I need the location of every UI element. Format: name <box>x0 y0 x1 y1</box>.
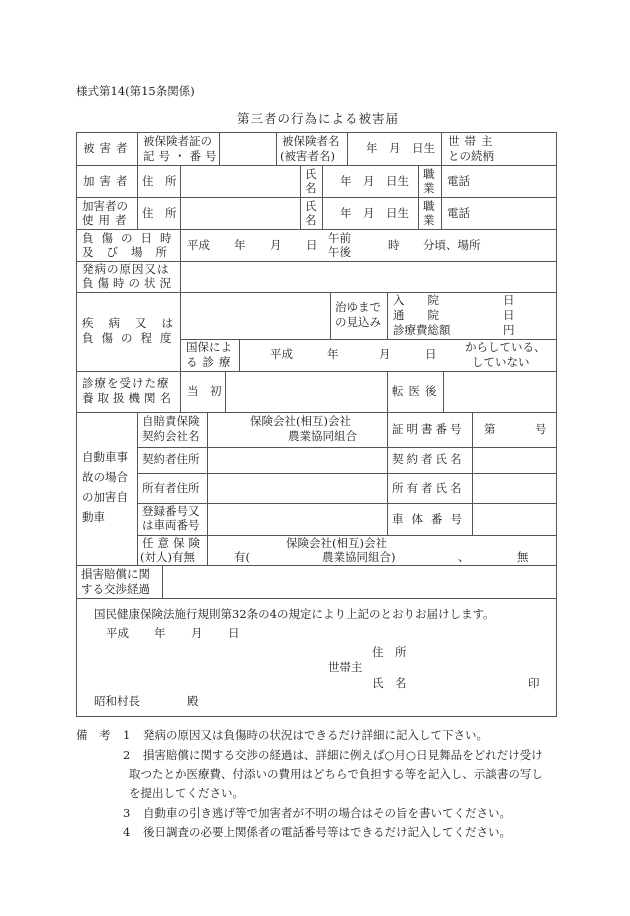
offender-label: 加害者 <box>83 174 133 188</box>
employer-job-2: 業 <box>423 213 435 227</box>
outpatient-day: 日 <box>503 308 515 322</box>
injury-time-label-1: 負傷の日時 <box>82 231 180 245</box>
cert-go: 号 <box>535 422 547 436</box>
jibai-company-2: 農業協同組合 <box>288 429 357 443</box>
victim-label: 被害者 <box>83 141 133 155</box>
injury-day: 日 <box>306 238 318 252</box>
note-4-text: 後日調査の必要上関係者の電話番号等はできるだけ記入してください。 <box>143 825 511 839</box>
reg-label-2: は車両番号 <box>142 518 200 532</box>
car-label-1: 自動車事 <box>82 450 128 464</box>
injury-era: 平成 <box>187 238 210 252</box>
employer-label-2: 使用者 <box>82 213 132 227</box>
nini-comma: 、 <box>458 550 470 564</box>
reg-label-1: 登録番号又 <box>142 504 200 518</box>
seal-mark: 印 <box>528 676 540 690</box>
note-2-text-3: を提出してください。 <box>129 786 244 800</box>
notes-label: 備 考 <box>76 728 111 742</box>
total-cost-label: 診療費総額 <box>393 323 451 337</box>
nini-company-2: 農業協同組合) <box>322 550 396 564</box>
negotiation-label-1: 損害賠償に関 <box>81 567 150 581</box>
total-cost-yen: 円 <box>503 323 515 337</box>
cert-label: 証明書番号 <box>392 422 465 436</box>
note-2-no: 2 <box>123 748 131 762</box>
body-no-label: 車体番号 <box>392 512 470 526</box>
victim-rel-1: 世帯主 <box>448 134 498 148</box>
declaration-era: 平成 <box>106 626 129 640</box>
cause-label-2: 負傷時の状況 <box>82 276 175 290</box>
offender-birth: 年 月 日生 <box>340 174 409 188</box>
jibai-company-1: 保険会社(相互)会社 <box>250 414 351 428</box>
note-2-text-2: 取つたとか医療費、付添いの費用はどちらで負担する等を記入し、示談書の写し <box>129 767 543 781</box>
hospital-label-1: 診療を受けた療 <box>82 376 170 390</box>
nini-no: 無 <box>517 550 529 564</box>
victim-birth: 年 月 日生 <box>366 141 435 155</box>
kokuho-year: 年 <box>327 347 339 361</box>
offender-job-2: 業 <box>423 181 435 195</box>
outlook-label-1: 治ゆまで <box>335 300 381 314</box>
hospital-after: 転医後 <box>392 384 442 398</box>
employer-label-1: 加害者の <box>82 199 128 213</box>
hospital-label-2: 養取扱機関名 <box>82 391 175 405</box>
injury-time-label-2: 及び場所 <box>82 245 180 259</box>
injury-hour: 時 <box>388 238 400 252</box>
owner-name-label: 所有者氏名 <box>392 481 465 495</box>
injury-year: 年 <box>234 238 246 252</box>
mayor-dono: 殿 <box>187 694 199 708</box>
victim-rel-2: との続柄 <box>448 149 494 163</box>
injury-rest: 分頃、場所 <box>423 238 481 252</box>
jibai-label-1: 自賠責保険 <box>142 414 200 428</box>
degree-label-1: 疾病又は <box>82 316 188 330</box>
employer-job-1: 職 <box>423 199 435 213</box>
kokuho-label-2: る診療 <box>186 355 236 369</box>
declaration-household-head: 世帯主 <box>328 660 363 674</box>
victim-card-label-1: 被保険者証の <box>143 134 212 148</box>
declaration-year: 年 <box>154 626 166 640</box>
inpatient-label: 入 院 <box>393 293 439 307</box>
employer-birth: 年 月 日生 <box>340 206 409 220</box>
kokuho-era: 平成 <box>270 347 293 361</box>
nini-yes: 有( <box>234 550 250 564</box>
declaration-addr: 住 所 <box>372 645 407 659</box>
employer-tel: 電話 <box>447 206 470 220</box>
note-1-text: 発病の原因又は負傷時の状況はできるだけ詳細に記入して下さい。 <box>143 728 488 742</box>
offender-addr-label: 住 所 <box>142 174 177 188</box>
nini-label-1: 任意保険 <box>142 536 204 550</box>
offender-tel: 電話 <box>447 174 470 188</box>
outlook-label-2: の見込み <box>335 315 381 329</box>
declaration-text: 国民健康保険法施行規則第32条の4の規定により上記のとおりお届けします。 <box>94 607 495 621</box>
nini-label-2: (対人)有無 <box>140 550 195 564</box>
negotiation-label-2: する交渉経過 <box>81 582 150 596</box>
offender-job-1: 職 <box>423 167 435 181</box>
jibai-label-2: 契約会社名 <box>142 429 200 443</box>
injury-am: 午前 <box>328 231 351 245</box>
note-2-text-1: 損害賠償に関する交渉の経過は、詳細に例えば○月○日見舞品をどれだけ受け <box>143 748 543 762</box>
offender-name-2: 名 <box>305 181 317 195</box>
victim-name-label-2: (被害者名) <box>280 149 335 163</box>
owner-addr-label: 所有者住所 <box>142 481 200 495</box>
kokuho-day: 日 <box>425 347 437 361</box>
employer-name-1: 氏 <box>305 199 317 213</box>
declaration-name: 氏 名 <box>372 676 407 690</box>
page-title: 第三者の行為による被害届 <box>237 111 400 126</box>
form-number: 様式第14(第15条関係) <box>76 84 195 98</box>
inpatient-day: 日 <box>503 293 515 307</box>
car-label-3: の加害自 <box>82 490 128 504</box>
kokuho-doing: からしている、 <box>465 340 546 354</box>
injury-pm: 午後 <box>328 245 351 259</box>
employer-name-2: 名 <box>305 213 317 227</box>
declaration-day: 日 <box>228 626 240 640</box>
offender-name-1: 氏 <box>305 167 317 181</box>
car-label-2: 故の場合 <box>82 470 128 484</box>
nini-company-1: 保険会社(相互)会社 <box>286 536 387 550</box>
note-3-text: 自動車の引き逃げ等で加害者が不明の場合はその旨を書いてください。 <box>143 806 511 820</box>
contract-addr-label: 契約者住所 <box>142 452 200 466</box>
outpatient-label: 通 院 <box>393 308 439 322</box>
note-1-no: 1 <box>123 728 131 742</box>
kokuho-not-doing: していない <box>472 355 530 369</box>
note-3-no: 3 <box>123 806 131 820</box>
cause-label-1: 発病の原因又は <box>82 262 170 276</box>
contract-name-label: 契約者氏名 <box>392 452 465 466</box>
hospital-initial: 当 初 <box>187 384 222 398</box>
declaration-month: 月 <box>191 626 203 640</box>
degree-label-2: 負傷の程度 <box>82 331 180 345</box>
employer-addr-label: 住 所 <box>142 206 177 220</box>
cert-dai: 第 <box>484 422 496 436</box>
injury-month: 月 <box>270 238 282 252</box>
kokuho-label-1: 国保によ <box>186 340 232 354</box>
mayor-label: 昭和村長 <box>94 694 140 708</box>
note-4-no: 4 <box>123 825 131 839</box>
victim-name-label-1: 被保険者名 <box>282 134 340 148</box>
car-label-4: 動車 <box>82 510 105 524</box>
kokuho-month: 月 <box>379 347 391 361</box>
victim-card-label-2: 記号・番号 <box>143 149 221 163</box>
